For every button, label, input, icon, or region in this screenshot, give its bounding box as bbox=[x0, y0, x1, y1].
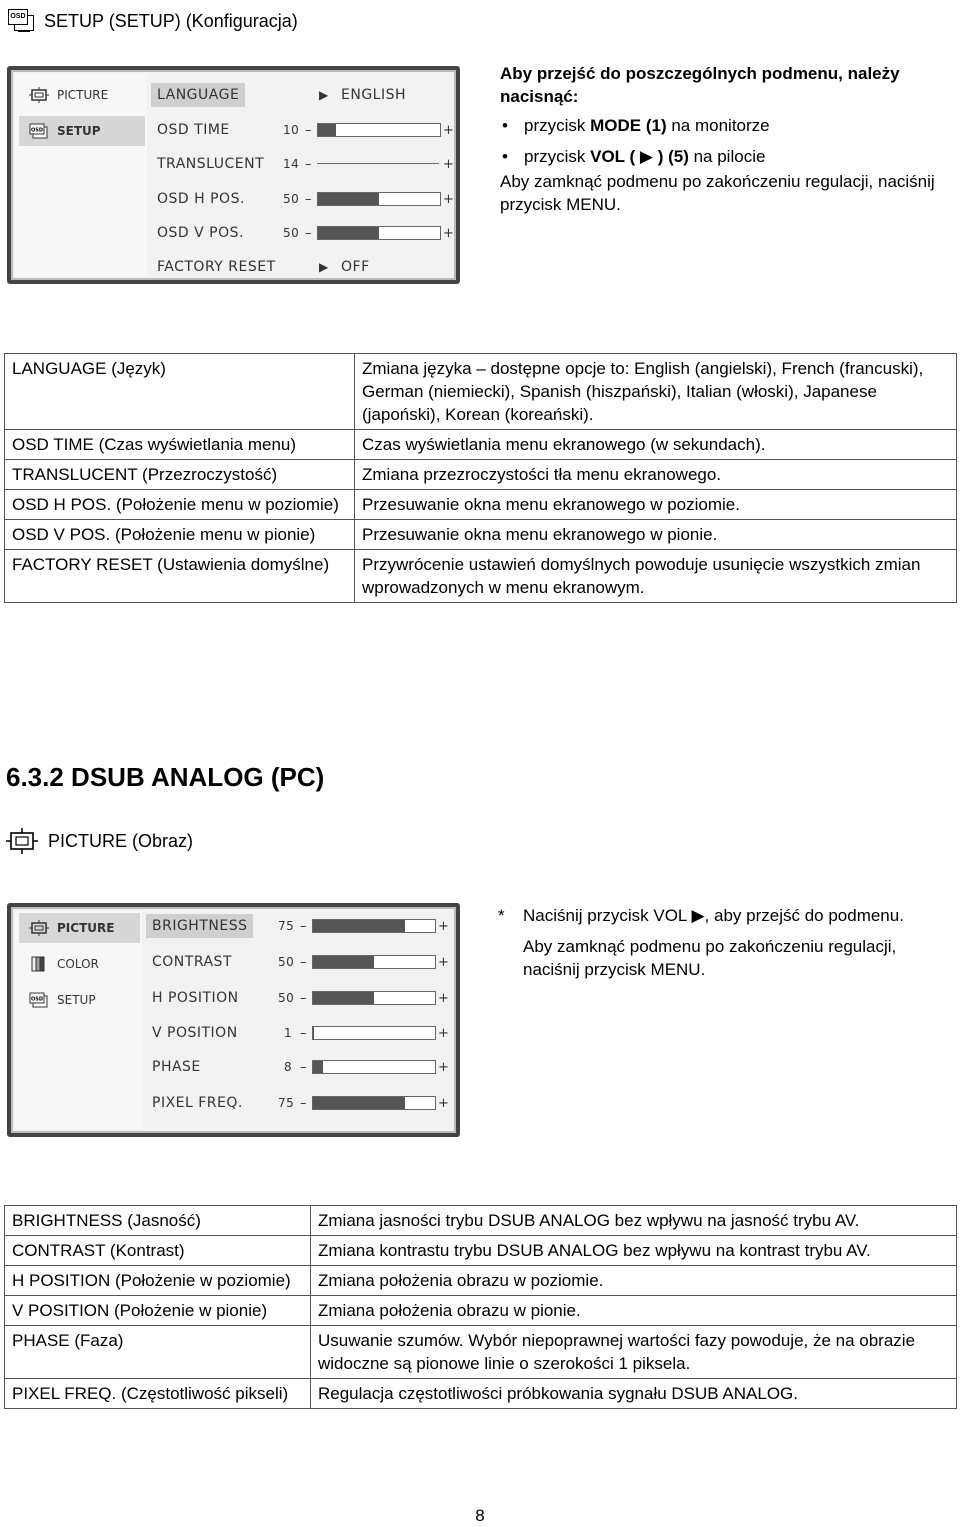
osd-row-contrast: CONTRAST 50 – + bbox=[152, 954, 450, 970]
table-cell-setting: V POSITION (Położenie w pionie) bbox=[5, 1296, 311, 1326]
table-cell-setting: OSD H POS. (Położenie menu w poziomie) bbox=[5, 490, 355, 520]
osd-row-label: FACTORY RESET bbox=[157, 259, 276, 275]
osd-row-number: 75 bbox=[278, 919, 295, 933]
table-cell-description: Regulacja częstotliwości próbkowania sygnału DSUB ANALOG. bbox=[311, 1379, 957, 1409]
osd-row-number: 50 bbox=[278, 991, 295, 1005]
table-row bbox=[5, 1326, 957, 1379]
section-heading: 6.3.2 DSUB ANALOG (PC) bbox=[6, 762, 325, 792]
table-cell-description: Zmiana położenia obrazu w poziomie. bbox=[311, 1266, 957, 1296]
picture-instruction-line1: Naciśnij przycisk VOL ▶, aby przejść do podmenu. bbox=[523, 906, 904, 925]
page-number: 8 bbox=[475, 1506, 485, 1525]
picture-section-heading bbox=[6, 828, 193, 854]
osd-row-value: ENGLISH bbox=[341, 87, 407, 103]
osd-settings-list bbox=[144, 911, 452, 1129]
table-cell-description: Przesuwanie okna menu ekranowego w poziomie. bbox=[355, 490, 957, 520]
table-cell-description: Zmiana jasności trybu DSUB ANALOG bez wpływu na jasność trybu AV. bbox=[311, 1206, 957, 1236]
osd-setup-icon: OSD bbox=[8, 9, 34, 33]
osd-menu-item-setup bbox=[19, 985, 140, 1015]
osd-row-osd-time: OSD TIME 10 – + bbox=[157, 122, 455, 138]
table-cell-setting: TRANSLUCENT (Przezroczystość) bbox=[5, 460, 355, 490]
osd-row-number: 50 bbox=[283, 192, 300, 206]
osd-row-label: BRIGHTNESS bbox=[146, 914, 253, 938]
osd-row-h-position: H POSITION 50 – + bbox=[152, 990, 450, 1006]
picture-description-table bbox=[4, 1205, 957, 1409]
osd-row-value: OFF bbox=[341, 259, 370, 275]
play-arrow-icon: ▶ bbox=[691, 906, 705, 925]
table-row bbox=[5, 1236, 957, 1266]
setup-button-list bbox=[500, 114, 945, 168]
setup-description-table bbox=[4, 353, 957, 603]
osd-icon bbox=[29, 123, 49, 139]
osd-slider-bar bbox=[312, 955, 436, 969]
table-cell-setting: OSD V POS. (Położenie menu w pionie) bbox=[5, 520, 355, 550]
osd-row-pixel-freq: PIXEL FREQ. 75 – + bbox=[152, 1095, 450, 1111]
osd-row-phase: PHASE 8 – + bbox=[152, 1059, 450, 1075]
table-row bbox=[5, 1379, 957, 1409]
osd-row-factory-reset bbox=[149, 252, 452, 282]
osd-row-label: PIXEL FREQ. bbox=[152, 1095, 243, 1111]
table-cell-setting: OSD TIME (Czas wyświetlania menu) bbox=[5, 430, 355, 460]
osd-row-label: PHASE bbox=[152, 1059, 201, 1075]
osd-menu-label: SETUP bbox=[57, 993, 96, 1007]
table-row bbox=[5, 490, 957, 520]
osd-row-label: V POSITION bbox=[152, 1025, 238, 1041]
picture-instruction-line2: Aby zamknąć podmenu po zakończeniu regulacji, naciśnij przycisk MENU. bbox=[523, 937, 897, 979]
osd-slider-bar bbox=[317, 226, 441, 240]
osd-slider-bar bbox=[317, 163, 439, 165]
color-icon bbox=[29, 956, 49, 972]
table-cell-setting: PIXEL FREQ. (Częstotliwość pikseli) bbox=[5, 1379, 311, 1409]
osd-menu-label: PICTURE bbox=[57, 921, 115, 935]
setup-intro-text: Aby przejść do poszczególnych podmenu, należy nacisnąć: bbox=[500, 64, 900, 106]
osd-row-brightness: BRIGHTNESS 75 – + bbox=[144, 911, 452, 941]
table-cell-description: Zmiana położenia obrazu w pionie. bbox=[311, 1296, 957, 1326]
picture-instructions bbox=[498, 904, 948, 981]
osd-icon bbox=[29, 992, 49, 1008]
setup-instructions bbox=[500, 62, 945, 216]
setup-section-heading bbox=[8, 4, 298, 38]
osd-row-osd-v-pos: OSD V POS. 50 – + bbox=[157, 225, 455, 241]
table-cell-setting: PHASE (Faza) bbox=[5, 1326, 311, 1379]
table-row bbox=[5, 1296, 957, 1326]
table-cell-description: Zmiana języka – dostępne opcje to: English (angielski), French (francuski), German (niemiecki), Spanish (hiszpański), Italian (włoski), Japanese (japoński), Korean (koreański). bbox=[355, 354, 957, 430]
osd-row-language bbox=[149, 80, 452, 110]
osd-menu-item-picture bbox=[19, 913, 140, 943]
right-arrow-icon: ▶ bbox=[319, 260, 329, 274]
table-cell-description: Usuwanie szumów. Wybór niepoprawnej wartości fazy powoduje, że na obrazie widoczne są pionowe linie o szerokości 1 piksela. bbox=[311, 1326, 957, 1379]
osd-slider-bar bbox=[312, 1060, 436, 1074]
table-cell-description: Zmiana kontrastu trybu DSUB ANALOG bez wpływu na kontrast trybu AV. bbox=[311, 1236, 957, 1266]
osd-row-label: OSD H POS. bbox=[157, 191, 245, 207]
table-cell-description: Przywrócenie ustawień domyślnych powoduje usunięcie wszystkich zmian wprowadzonych w menu ekranowym. bbox=[355, 550, 957, 603]
osd-slider-bar bbox=[312, 1096, 436, 1110]
osd-row-number: 1 bbox=[284, 1026, 293, 1040]
table-cell-setting: FACTORY RESET (Ustawienia domyślne) bbox=[5, 550, 355, 603]
osd-row-label: OSD TIME bbox=[157, 122, 230, 138]
osd-slider-bar bbox=[312, 991, 436, 1005]
osd-slider-bar bbox=[312, 1026, 436, 1040]
osd-row-label: LANGUAGE bbox=[151, 83, 245, 107]
table-row bbox=[5, 520, 957, 550]
osd-row-number: 50 bbox=[278, 955, 295, 969]
footnote-star: * bbox=[498, 906, 505, 925]
osd-menu-item-setup bbox=[19, 116, 145, 146]
osd-row-osd-h-pos: OSD H POS. 50 – + bbox=[157, 191, 455, 207]
osd-row-number: 75 bbox=[278, 1096, 295, 1110]
osd-row-label: TRANSLUCENT bbox=[157, 156, 265, 172]
table-cell-setting: BRIGHTNESS (Jasność) bbox=[5, 1206, 311, 1236]
play-arrow-icon: ▶ bbox=[639, 147, 653, 166]
picture-section-title: PICTURE (Obraz) bbox=[48, 830, 194, 851]
osd-row-label: H POSITION bbox=[152, 990, 239, 1006]
table-cell-setting: H POSITION (Położenie w poziomie) bbox=[5, 1266, 311, 1296]
list-item: • przycisk VOL ( ▶ ) (5) na pilocie bbox=[500, 145, 945, 168]
table-row bbox=[5, 1266, 957, 1296]
osd-menu-label: PICTURE bbox=[57, 88, 109, 102]
setup-osd-screenshot bbox=[7, 66, 460, 284]
table-row bbox=[5, 354, 957, 430]
table-cell-description: Czas wyświetlania menu ekranowego (w sekundach). bbox=[355, 430, 957, 460]
picture-osd-screenshot bbox=[7, 903, 460, 1137]
osd-row-label: CONTRAST bbox=[152, 954, 232, 970]
osd-menu-label: COLOR bbox=[57, 957, 99, 971]
table-row bbox=[5, 550, 957, 603]
osd-menu-sidebar bbox=[15, 74, 147, 276]
table-row bbox=[5, 460, 957, 490]
svg-text:OSD: OSD bbox=[30, 127, 44, 134]
osd-slider-bar bbox=[312, 919, 436, 933]
osd-menu-item-picture bbox=[19, 80, 145, 110]
table-cell-setting: CONTRAST (Kontrast) bbox=[5, 1236, 311, 1266]
osd-row-number: 50 bbox=[283, 226, 300, 240]
setup-outro-text: Aby zamknąć podmenu po zakończeniu regulacji, naciśnij przycisk MENU. bbox=[500, 172, 935, 214]
table-cell-setting: LANGUAGE (Język) bbox=[5, 354, 355, 430]
osd-slider-bar bbox=[317, 192, 441, 206]
table-row bbox=[5, 430, 957, 460]
osd-row-number: 8 bbox=[284, 1060, 293, 1074]
svg-text:OSD: OSD bbox=[30, 996, 44, 1003]
list-item: • przycisk MODE (1) na monitorze bbox=[500, 114, 945, 137]
setup-section-title: SETUP (SETUP) (Konfiguracja) bbox=[44, 10, 298, 31]
picture-icon bbox=[29, 87, 49, 103]
osd-row-number: 10 bbox=[283, 123, 300, 137]
osd-row-label: OSD V POS. bbox=[157, 225, 244, 241]
osd-menu-sidebar bbox=[15, 911, 142, 1129]
table-cell-description: Przesuwanie okna menu ekranowego w pionie. bbox=[355, 520, 957, 550]
picture-icon bbox=[6, 828, 38, 854]
osd-row-number: 14 bbox=[283, 157, 300, 171]
osd-menu-label: SETUP bbox=[57, 124, 101, 138]
picture-icon bbox=[29, 920, 49, 936]
osd-slider-bar bbox=[317, 123, 441, 137]
right-arrow-icon: ▶ bbox=[319, 88, 329, 102]
osd-row-v-position: V POSITION 1 – + bbox=[152, 1025, 450, 1041]
osd-menu-item-color bbox=[19, 949, 140, 979]
osd-row-translucent: TRANSLUCENT 14 – + bbox=[157, 156, 455, 172]
table-cell-description: Zmiana przezroczystości tła menu ekranowego. bbox=[355, 460, 957, 490]
osd-settings-list bbox=[149, 74, 455, 276]
table-row bbox=[5, 1206, 957, 1236]
